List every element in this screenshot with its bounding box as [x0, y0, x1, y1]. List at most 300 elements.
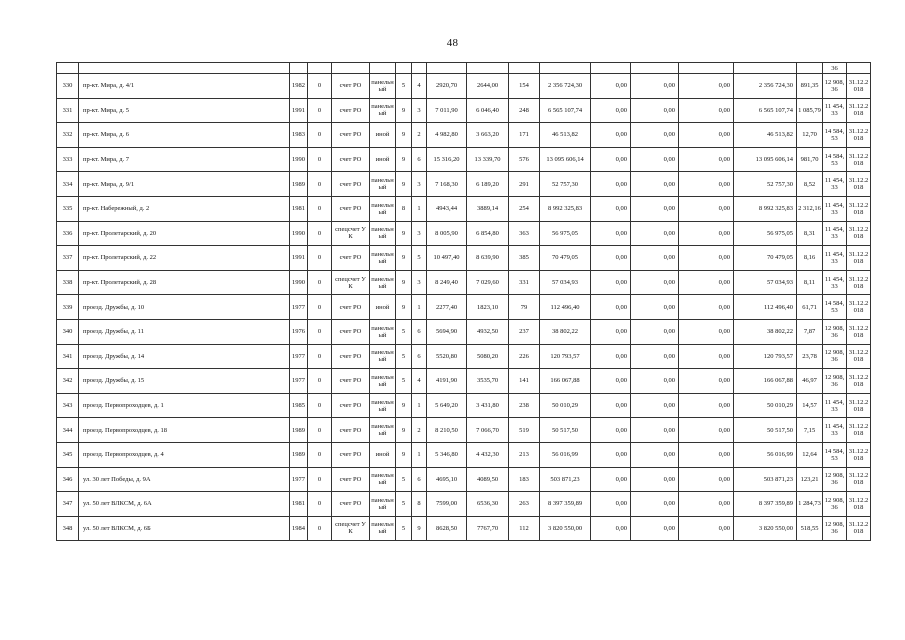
- cell-fund-account: счет РО: [332, 123, 370, 148]
- cell-entrances: 9: [412, 516, 427, 541]
- cell-fund-account: счет РО: [332, 74, 370, 99]
- cell-wall-material: панельный: [370, 319, 396, 344]
- cell-specific-cost: 2 312,16: [797, 196, 823, 221]
- cell-specific-cost: 1 284,73: [797, 492, 823, 517]
- cell-deadline: 31.12.2018: [847, 172, 871, 197]
- cell-address: пр-кт. Пролетарский, д. 20: [79, 221, 290, 246]
- cell-total-area: 4191,90: [427, 369, 467, 394]
- cell-cost-regional: 0,00: [631, 369, 679, 394]
- cell-specific-cost: 8,31: [797, 221, 823, 246]
- cell-max-cost: 11 454,33: [823, 221, 847, 246]
- cell-entrances: 6: [412, 319, 427, 344]
- cell-total-area: 10 497,40: [427, 246, 467, 271]
- cell-max-cost: 12 908,36: [823, 467, 847, 492]
- table-row: [57, 98, 871, 123]
- cell-floors: 9: [396, 123, 412, 148]
- cell-cost-municipal: 0,00: [679, 172, 734, 197]
- cell-entrances: 4: [412, 369, 427, 394]
- cell-row-number: 337: [57, 246, 79, 271]
- cell-deadline: 31.12.2018: [847, 147, 871, 172]
- cell-fund-account: спецсчет УК: [332, 270, 370, 295]
- cell-wall-material: иной: [370, 295, 396, 320]
- cell-deadline: 31.12.2018: [847, 74, 871, 99]
- cell-living-area: 13 339,70: [467, 147, 509, 172]
- cell-build-year: 1984: [290, 516, 308, 541]
- cell-cost-municipal: 0,00: [679, 246, 734, 271]
- cell-cost-regional: 0,00: [631, 418, 679, 443]
- cell-cost-regional: 0,00: [631, 246, 679, 271]
- cell-max-cost: 12 908,36: [823, 74, 847, 99]
- cell-entrances: 1: [412, 393, 427, 418]
- cell-max-cost: 14 584,53: [823, 295, 847, 320]
- cell-cost-municipal: 0,00: [679, 319, 734, 344]
- cell-demolition-flag: 0: [308, 369, 332, 394]
- cell-wall-material: панельный: [370, 270, 396, 295]
- cell-demolition-flag: 0: [308, 492, 332, 517]
- cell-cost-regional: 0,00: [631, 74, 679, 99]
- cell-floors: 9: [396, 270, 412, 295]
- cell-address: проезд. Дружбы, д. 14: [79, 344, 290, 369]
- cell-build-year: 1990: [290, 270, 308, 295]
- table-row: [57, 344, 871, 369]
- cell-total-cost: 50 010,29: [540, 393, 591, 418]
- housing-register-table: [56, 62, 871, 541]
- cell-row-number: 333: [57, 147, 79, 172]
- cell-address: пр-кт. Пролетарский, д. 22: [79, 246, 290, 271]
- cell-cost-municipal: 0,00: [679, 344, 734, 369]
- cell-cost-federal: 0,00: [591, 319, 631, 344]
- cell-fund-account: счет РО: [332, 147, 370, 172]
- page-number: 48: [446, 37, 459, 49]
- table-row: [57, 221, 871, 246]
- cell-build-year: 1977: [290, 467, 308, 492]
- cell-fund-account: счет РО: [332, 442, 370, 467]
- cell-entrances: 1: [412, 442, 427, 467]
- table-row: [57, 418, 871, 443]
- cell-address: пр-кт. Мира, д. 4/1: [79, 74, 290, 99]
- cell-cost-owners: 13 095 606,14: [734, 147, 797, 172]
- cell-demolition-flag: 0: [308, 246, 332, 271]
- table-row: [57, 196, 871, 221]
- cell-cost-regional: 0,00: [631, 516, 679, 541]
- cell-wall-material: панельный: [370, 74, 396, 99]
- cell-entrances: 3: [412, 221, 427, 246]
- cell-cost-municipal: 0,00: [679, 221, 734, 246]
- cell-total-area: 2277,40: [427, 295, 467, 320]
- cell-wall-material: иной: [370, 123, 396, 148]
- cell-wall-material: панельный: [370, 418, 396, 443]
- cell-residents: 154: [509, 74, 540, 99]
- cell-total-area: 5694,90: [427, 319, 467, 344]
- cell-specific-cost: 8,52: [797, 172, 823, 197]
- cell-entrances: 6: [412, 344, 427, 369]
- cell-total-area: 7 011,90: [427, 98, 467, 123]
- cell-wall-material: панельный: [370, 172, 396, 197]
- cell-cost-regional: 0,00: [631, 221, 679, 246]
- cell-residents: 237: [509, 319, 540, 344]
- cell-specific-cost: 14,57: [797, 393, 823, 418]
- cell-floors: 8: [396, 196, 412, 221]
- cell-cost-regional: 0,00: [631, 393, 679, 418]
- cell-specific-cost: 7,87: [797, 319, 823, 344]
- cell-entrances: 3: [412, 270, 427, 295]
- cell-max-cost: 14 584,53: [823, 123, 847, 148]
- cell-entrances: 8: [412, 492, 427, 517]
- cell-floors: 5: [396, 319, 412, 344]
- cell-deadline: 31.12.2018: [847, 98, 871, 123]
- cell-entrances: 5: [412, 246, 427, 271]
- cell-total-area: 8 005,90: [427, 221, 467, 246]
- cell-living-area: 8 639,90: [467, 246, 509, 271]
- cell-max-cost: 11 454,33: [823, 393, 847, 418]
- cell-wall-material: панельный: [370, 344, 396, 369]
- cell-max-cost: 11 454,33: [823, 246, 847, 271]
- cell-deadline: 31.12.2018: [847, 442, 871, 467]
- cell-demolition-flag: 0: [308, 344, 332, 369]
- cell-residents: 363: [509, 221, 540, 246]
- cell-cost-owners: 8 992 325,83: [734, 196, 797, 221]
- cell-row-number: 341: [57, 344, 79, 369]
- cell-residents: 238: [509, 393, 540, 418]
- cell-build-year: 1977: [290, 344, 308, 369]
- cell-cost-federal: 0,00: [591, 295, 631, 320]
- cell-specific-cost: 8,11: [797, 270, 823, 295]
- cell-cost-municipal: 0,00: [679, 516, 734, 541]
- cell-residents: 248: [509, 98, 540, 123]
- cell-demolition-flag: 0: [308, 467, 332, 492]
- cell-specific-cost: 1 085,79: [797, 98, 823, 123]
- cell-demolition-flag: 0: [308, 418, 332, 443]
- cell-living-area: 7 029,60: [467, 270, 509, 295]
- cell-total-cost: 70 479,05: [540, 246, 591, 271]
- cell-living-area: 2644,00: [467, 74, 509, 99]
- cell-entrances: 2: [412, 123, 427, 148]
- cell-cost-federal: 0,00: [591, 246, 631, 271]
- cell-wall-material: панельный: [370, 98, 396, 123]
- cell-cost-owners: 503 871,23: [734, 467, 797, 492]
- cell-total-cost: 2 356 724,30: [540, 74, 591, 99]
- cell-cost-owners: 56 016,99: [734, 442, 797, 467]
- cell-cost-federal: 0,00: [591, 123, 631, 148]
- cell-living-area: 6 046,40: [467, 98, 509, 123]
- cell-fund-account: счет РО: [332, 418, 370, 443]
- cell-row-number: 346: [57, 467, 79, 492]
- cell-specific-cost: 23,78: [797, 344, 823, 369]
- cell-cost-regional: 0,00: [631, 270, 679, 295]
- cell-row-number: 338: [57, 270, 79, 295]
- cell-entrances: 3: [412, 98, 427, 123]
- cell-residents: 576: [509, 147, 540, 172]
- cell-total-cost: 56 975,05: [540, 221, 591, 246]
- cell-build-year: 1991: [290, 98, 308, 123]
- cell-total-area: 2920,70: [427, 74, 467, 99]
- cell-living-area: 4932,50: [467, 319, 509, 344]
- cell-address: проезд. Дружбы, д. 10: [79, 295, 290, 320]
- cell-deadline: 31.12.2018: [847, 492, 871, 517]
- cell-residents: 331: [509, 270, 540, 295]
- cell-living-area: 1823,10: [467, 295, 509, 320]
- cell-cost-municipal: 0,00: [679, 369, 734, 394]
- cell-deadline: 31.12.2018: [847, 123, 871, 148]
- cell-wall-material: панельный: [370, 516, 396, 541]
- cell-total-area: 4 982,80: [427, 123, 467, 148]
- cell-address: проезд. Дружбы, д. 11: [79, 319, 290, 344]
- cell-cost-owners: 166 067,88: [734, 369, 797, 394]
- cell-demolition-flag: 0: [308, 442, 332, 467]
- table-row: [57, 492, 871, 517]
- cell-cost-owners: 56 975,05: [734, 221, 797, 246]
- cell-cost-regional: 0,00: [631, 319, 679, 344]
- cell-address: ул. 50 лет ВЛКСМ, д. 6Б: [79, 516, 290, 541]
- cell-deadline: 31.12.2018: [847, 393, 871, 418]
- table-row: [57, 123, 871, 148]
- table-row: [57, 467, 871, 492]
- cell-residents: 226: [509, 344, 540, 369]
- cell-cost-municipal: 0,00: [679, 74, 734, 99]
- cell-row-number: 343: [57, 393, 79, 418]
- cell-demolition-flag: 0: [308, 74, 332, 99]
- cell-fund-account: счет РО: [332, 369, 370, 394]
- cell-total-area: 5 649,20: [427, 393, 467, 418]
- cell-cost-owners: 50 517,50: [734, 418, 797, 443]
- cell-max-cost: 11 454,33: [823, 270, 847, 295]
- cell-cost-owners: 112 496,40: [734, 295, 797, 320]
- cell-demolition-flag: 0: [308, 98, 332, 123]
- cell-entrances: 1: [412, 196, 427, 221]
- cell-max-cost: 11 454,33: [823, 172, 847, 197]
- cell-floors: 5: [396, 516, 412, 541]
- cell-total-area: 8 249,40: [427, 270, 467, 295]
- cell-specific-cost: 46,97: [797, 369, 823, 394]
- cell-cost-municipal: 0,00: [679, 393, 734, 418]
- cell-living-area: 6 189,20: [467, 172, 509, 197]
- cell-specific-cost: 891,35: [797, 74, 823, 99]
- cell-demolition-flag: 0: [308, 147, 332, 172]
- table-row: [57, 442, 871, 467]
- cell-entrances: 1: [412, 295, 427, 320]
- cell-floors: 9: [396, 295, 412, 320]
- cell-floors: 5: [396, 369, 412, 394]
- cell-demolition-flag: 0: [308, 221, 332, 246]
- cell-cost-regional: 0,00: [631, 172, 679, 197]
- cell-row-number: 345: [57, 442, 79, 467]
- cell-floors: 9: [396, 172, 412, 197]
- cell-deadline: 31.12.2018: [847, 270, 871, 295]
- cell-residents: 254: [509, 196, 540, 221]
- cell-build-year: 1981: [290, 196, 308, 221]
- cell-cost-federal: 0,00: [591, 418, 631, 443]
- cell-wall-material: иной: [370, 442, 396, 467]
- cell-row-number: 339: [57, 295, 79, 320]
- cell-total-area: 15 316,20: [427, 147, 467, 172]
- cell-build-year: 1989: [290, 442, 308, 467]
- cell-total-cost: 38 802,22: [540, 319, 591, 344]
- table-row: [57, 172, 871, 197]
- cell-cost-regional: 0,00: [631, 344, 679, 369]
- cell-wall-material: панельный: [370, 221, 396, 246]
- cell-wall-material: панельный: [370, 492, 396, 517]
- cell-total-area: 5520,80: [427, 344, 467, 369]
- cell-total-cost: 112 496,40: [540, 295, 591, 320]
- cell-cost-owners: 8 397 359,89: [734, 492, 797, 517]
- cell-cost-federal: 0,00: [591, 492, 631, 517]
- cell-build-year: 1989: [290, 418, 308, 443]
- cell-total-cost: 8 992 325,83: [540, 196, 591, 221]
- cell-fund-account: спецсчет УК: [332, 221, 370, 246]
- table-row: [57, 319, 871, 344]
- cell-address: пр-кт. Набережный, д. 2: [79, 196, 290, 221]
- cell-deadline: 31.12.2018: [847, 516, 871, 541]
- cell-fund-account: счет РО: [332, 344, 370, 369]
- cell-address: проезд. Первопроходцев, д. 1: [79, 393, 290, 418]
- cell-total-area: 8628,50: [427, 516, 467, 541]
- cell-entrances: 4: [412, 74, 427, 99]
- cell-fund-account: счет РО: [332, 295, 370, 320]
- cell-cost-regional: 0,00: [631, 295, 679, 320]
- cell-total-cost: 50 517,50: [540, 418, 591, 443]
- cell-cost-municipal: 0,00: [679, 270, 734, 295]
- cell-build-year: 1976: [290, 319, 308, 344]
- cell-living-area: 4 432,30: [467, 442, 509, 467]
- cell-total-area: 7 168,30: [427, 172, 467, 197]
- cell-floors: 9: [396, 418, 412, 443]
- cell-demolition-flag: 0: [308, 172, 332, 197]
- cell-floors: 9: [396, 147, 412, 172]
- cell-wall-material: панельный: [370, 467, 396, 492]
- cell-cost-regional: 0,00: [631, 147, 679, 172]
- cell-build-year: 1981: [290, 492, 308, 517]
- cell-max-cost: 12 908,36: [823, 369, 847, 394]
- continuation-cell: 36: [823, 63, 847, 74]
- cell-total-cost: 166 067,88: [540, 369, 591, 394]
- cell-wall-material: панельный: [370, 393, 396, 418]
- cell-living-area: 3 431,80: [467, 393, 509, 418]
- cell-deadline: 31.12.2018: [847, 319, 871, 344]
- cell-entrances: 6: [412, 467, 427, 492]
- cell-build-year: 1985: [290, 393, 308, 418]
- cell-residents: 79: [509, 295, 540, 320]
- cell-row-number: 330: [57, 74, 79, 99]
- cell-specific-cost: 981,70: [797, 147, 823, 172]
- cell-total-cost: 8 397 359,89: [540, 492, 591, 517]
- table-row: [57, 516, 871, 541]
- cell-demolition-flag: 0: [308, 196, 332, 221]
- cell-deadline: 31.12.2018: [847, 295, 871, 320]
- cell-total-cost: 503 871,23: [540, 467, 591, 492]
- table-row: [57, 369, 871, 394]
- cell-wall-material: иной: [370, 147, 396, 172]
- cell-floors: 9: [396, 442, 412, 467]
- cell-fund-account: счет РО: [332, 393, 370, 418]
- cell-row-number: 331: [57, 98, 79, 123]
- cell-entrances: 3: [412, 172, 427, 197]
- cell-row-number: 347: [57, 492, 79, 517]
- cell-floors: 9: [396, 221, 412, 246]
- cell-row-number: 332: [57, 123, 79, 148]
- cell-fund-account: счет РО: [332, 467, 370, 492]
- cell-cost-federal: 0,00: [591, 467, 631, 492]
- cell-living-area: 6 854,80: [467, 221, 509, 246]
- cell-residents: 385: [509, 246, 540, 271]
- cell-address: пр-кт. Пролетарский, д. 28: [79, 270, 290, 295]
- cell-cost-regional: 0,00: [631, 98, 679, 123]
- cell-deadline: 31.12.2018: [847, 221, 871, 246]
- cell-row-number: 348: [57, 516, 79, 541]
- cell-demolition-flag: 0: [308, 516, 332, 541]
- cell-cost-municipal: 0,00: [679, 467, 734, 492]
- cell-max-cost: 14 584,53: [823, 147, 847, 172]
- cell-cost-federal: 0,00: [591, 74, 631, 99]
- cell-address: проезд. Дружбы, д. 15: [79, 369, 290, 394]
- cell-cost-municipal: 0,00: [679, 196, 734, 221]
- cell-entrances: 6: [412, 147, 427, 172]
- cell-cost-federal: 0,00: [591, 98, 631, 123]
- cell-max-cost: 11 454,33: [823, 418, 847, 443]
- cell-total-cost: 46 513,82: [540, 123, 591, 148]
- cell-total-cost: 57 034,93: [540, 270, 591, 295]
- cell-build-year: 1983: [290, 123, 308, 148]
- cell-residents: 213: [509, 442, 540, 467]
- table-row-continuation: [57, 63, 871, 74]
- cell-demolition-flag: 0: [308, 319, 332, 344]
- cell-deadline: 31.12.2018: [847, 246, 871, 271]
- cell-specific-cost: 123,21: [797, 467, 823, 492]
- cell-total-cost: 3 820 550,00: [540, 516, 591, 541]
- cell-floors: 5: [396, 344, 412, 369]
- cell-fund-account: счет РО: [332, 172, 370, 197]
- cell-fund-account: счет РО: [332, 98, 370, 123]
- cell-build-year: 1977: [290, 369, 308, 394]
- cell-address: пр-кт. Мира, д. 6: [79, 123, 290, 148]
- cell-cost-municipal: 0,00: [679, 147, 734, 172]
- cell-deadline: 31.12.2018: [847, 467, 871, 492]
- cell-max-cost: 12 908,36: [823, 344, 847, 369]
- cell-cost-owners: 38 802,22: [734, 319, 797, 344]
- cell-living-area: 3 663,20: [467, 123, 509, 148]
- cell-max-cost: 11 454,33: [823, 196, 847, 221]
- cell-row-number: 334: [57, 172, 79, 197]
- cell-floors: 5: [396, 74, 412, 99]
- cell-cost-owners: 120 793,57: [734, 344, 797, 369]
- cell-floors: 5: [396, 467, 412, 492]
- cell-wall-material: панельный: [370, 369, 396, 394]
- cell-fund-account: счет РО: [332, 246, 370, 271]
- cell-address: проезд. Первопроходцев, д. 18: [79, 418, 290, 443]
- cell-living-area: 5080,20: [467, 344, 509, 369]
- cell-specific-cost: 12,64: [797, 442, 823, 467]
- cell-cost-owners: 3 820 550,00: [734, 516, 797, 541]
- cell-living-area: 7 066,70: [467, 418, 509, 443]
- cell-specific-cost: 7,15: [797, 418, 823, 443]
- cell-total-area: 5 346,80: [427, 442, 467, 467]
- cell-floors: 9: [396, 98, 412, 123]
- cell-build-year: 1977: [290, 295, 308, 320]
- cell-cost-owners: 57 034,93: [734, 270, 797, 295]
- cell-total-cost: 56 016,99: [540, 442, 591, 467]
- cell-cost-municipal: 0,00: [679, 98, 734, 123]
- cell-address: ул. 50 лет ВЛКСМ, д. 6А: [79, 492, 290, 517]
- cell-address: пр-кт. Мира, д. 7: [79, 147, 290, 172]
- cell-floors: 9: [396, 246, 412, 271]
- cell-max-cost: 11 454,33: [823, 98, 847, 123]
- cell-residents: 183: [509, 467, 540, 492]
- cell-residents: 519: [509, 418, 540, 443]
- table-row: [57, 270, 871, 295]
- cell-fund-account: счет РО: [332, 319, 370, 344]
- cell-row-number: 336: [57, 221, 79, 246]
- cell-build-year: 1991: [290, 246, 308, 271]
- cell-cost-owners: 46 513,82: [734, 123, 797, 148]
